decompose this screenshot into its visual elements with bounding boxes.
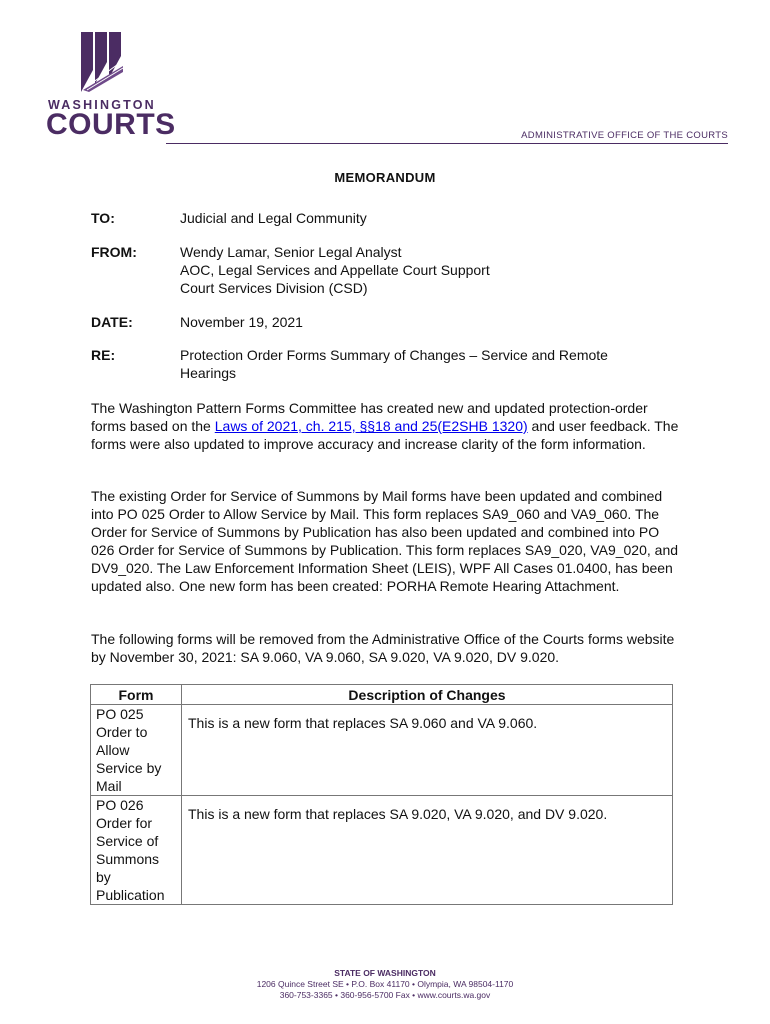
intro-text-end: and user feedback. The forms were also updated to improve accuracy and increase clarity of the form information. (91, 418, 679, 452)
laws-link[interactable]: Laws of 2021, ch. 215, §§18 and 25(E2SHB 1320) (214, 418, 528, 434)
table-row (91, 796, 673, 905)
removal-paragraph: The following forms will be removed from the Administrative Office of the Courts forms website by November 30, 2021: SA 9.060, VA 9.060, SA 9.020, VA 9.020, DV 9.020. (91, 631, 675, 665)
from-label: FROM: (91, 244, 137, 260)
table-row (91, 705, 673, 796)
description-cell: This is a new form that replaces SA 9.060 and VA 9.060. (182, 705, 673, 796)
office-name: ADMINISTRATIVE OFFICE OF THE COURTS (521, 130, 728, 141)
from-line: Court Services Division (CSD) (180, 280, 368, 296)
date-label: DATE: (91, 314, 133, 330)
re-line: Protection Order Forms Summary of Changes – Service and Remote (180, 347, 608, 363)
description-column-header: Description of Changes (182, 685, 673, 705)
to-label: TO: (91, 210, 115, 226)
memo-title: MEMORANDUM (334, 170, 436, 185)
footer (0, 968, 770, 1001)
re-label: RE: (91, 347, 116, 363)
intro-text-start: The Washington Pattern Forms Committee has created new and updated protection-order forms based on the (91, 400, 648, 434)
to-value: Judicial and Legal Community (180, 210, 367, 226)
logo-washington-text: WASHINGTON (48, 98, 156, 112)
from-line: AOC, Legal Services and Appellate Court Support (180, 262, 490, 278)
description-cell: This is a new form that replaces SA 9.020, VA 9.020, and DV 9.020. (182, 796, 673, 905)
logo-courts-text: COURTS (46, 108, 176, 141)
footer-contact: 360-753-3365 • 360-956-5700 Fax • www.courts.wa.gov (279, 990, 491, 1000)
form-column-header: Form (91, 685, 182, 705)
date-value: November 19, 2021 (180, 314, 303, 330)
form-cell: PO 025 Order to Allow Service by Mail (91, 705, 182, 796)
changes-table (90, 684, 673, 905)
footer-state: STATE OF WASHINGTON (334, 968, 436, 978)
courts-emblem-icon (81, 32, 125, 92)
table-header-row (91, 685, 673, 705)
footer-address: 1206 Quince Street SE • P.O. Box 41170 • Olympia, WA 98504-1170 (256, 979, 514, 989)
intro-paragraph (91, 399, 681, 453)
from-line: Wendy Lamar, Senior Legal Analyst (180, 244, 402, 260)
form-cell: PO 026 Order for Service of Summons by Publication (91, 796, 182, 905)
changes-paragraph: The existing Order for Service of Summons by Mail forms have been updated and combined into PO 025 Order to Allow Service by Mail. This form replaces SA9_060 and VA9_060. The Order for Service of Summons by Publication has also been updated and combined into PO 026 Order for Service of Summons by Publication. This form replaces SA9_020, VA9_020, and DV9_020. The Law Enforcement Information Sheet (LEIS), WPF All Cases 01.0400, has been updated also. One new form has been created: PORHA Remote Hearing Attachment. (91, 488, 679, 594)
header-divider (166, 143, 728, 144)
re-line: Hearings (180, 365, 237, 381)
